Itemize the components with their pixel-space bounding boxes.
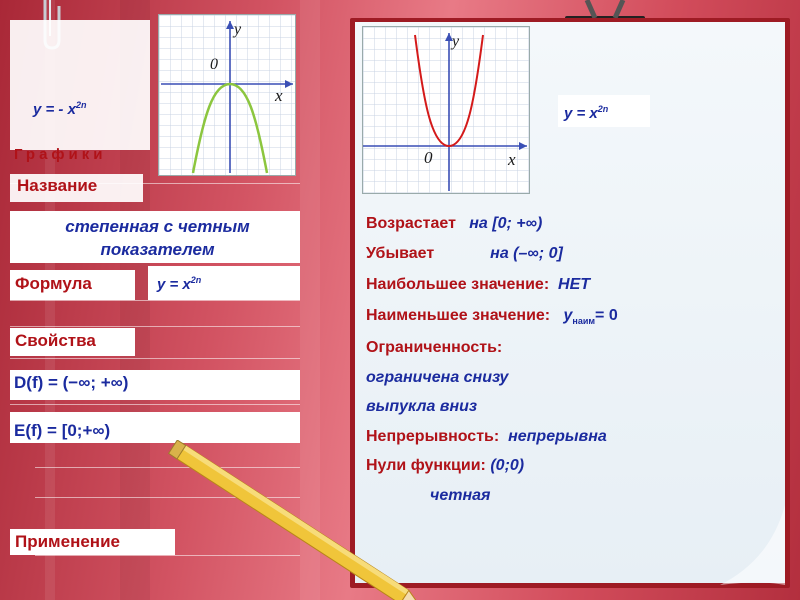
ruled-line xyxy=(10,300,300,301)
prop-zeros: Нули функции: (0;0) xyxy=(366,457,525,474)
range-value: E(f) = [0;+∞) xyxy=(14,421,111,440)
prop-bounded: Ограниченность: xyxy=(366,339,503,356)
prop-min: Наименьшее значение: $у_{наим}= 0$ xyxy=(366,307,618,327)
prop-increasing: Возрастает на [0; +∞) xyxy=(366,215,543,232)
name-label: Название xyxy=(17,176,98,195)
formula-neg: y = - $x^{2n}$ xyxy=(33,100,87,118)
graphs-label: Графики xyxy=(14,146,107,163)
graph-neg-origin: 0 xyxy=(210,56,218,73)
properties-label: Свойства xyxy=(15,331,96,350)
prop-parity: четная xyxy=(430,487,491,504)
graph-pos-origin: 0 xyxy=(424,148,433,167)
ruled-line xyxy=(10,326,300,327)
domain-value: D(f) = (−∞; +∞) xyxy=(14,373,129,392)
formula-pos: $y = x^{2n}$ xyxy=(564,104,609,122)
prop-continuity: Непрерывность: непрерывна xyxy=(366,428,607,445)
graph-pos xyxy=(363,27,529,193)
formula-label: Формула xyxy=(15,274,92,293)
graph-pos-x-label: x xyxy=(508,150,516,169)
graph-neg-y-label: y xyxy=(234,21,242,38)
formula-card xyxy=(10,20,150,150)
graph-pos-y-label: y xyxy=(452,33,460,50)
page-curl xyxy=(700,500,790,590)
prop-convex: выпукла вниз xyxy=(366,398,478,415)
graph-pos-card xyxy=(362,26,530,194)
graph-neg-x-label: x xyxy=(275,86,283,105)
prop-max: Наибольшее значение: НЕТ xyxy=(366,276,591,293)
application-label: Применение xyxy=(15,532,120,551)
formula-value: $y = x^{2n}$ xyxy=(157,275,202,293)
ruled-line xyxy=(10,404,300,405)
prop-bounded-value: ограничена снизу xyxy=(366,369,509,386)
pencil-icon xyxy=(168,440,448,600)
name-value: степенная с четным показателем xyxy=(65,217,250,259)
ruled-line xyxy=(10,358,300,359)
prop-decreasing: Убывает на (–∞; 0] xyxy=(366,245,563,262)
